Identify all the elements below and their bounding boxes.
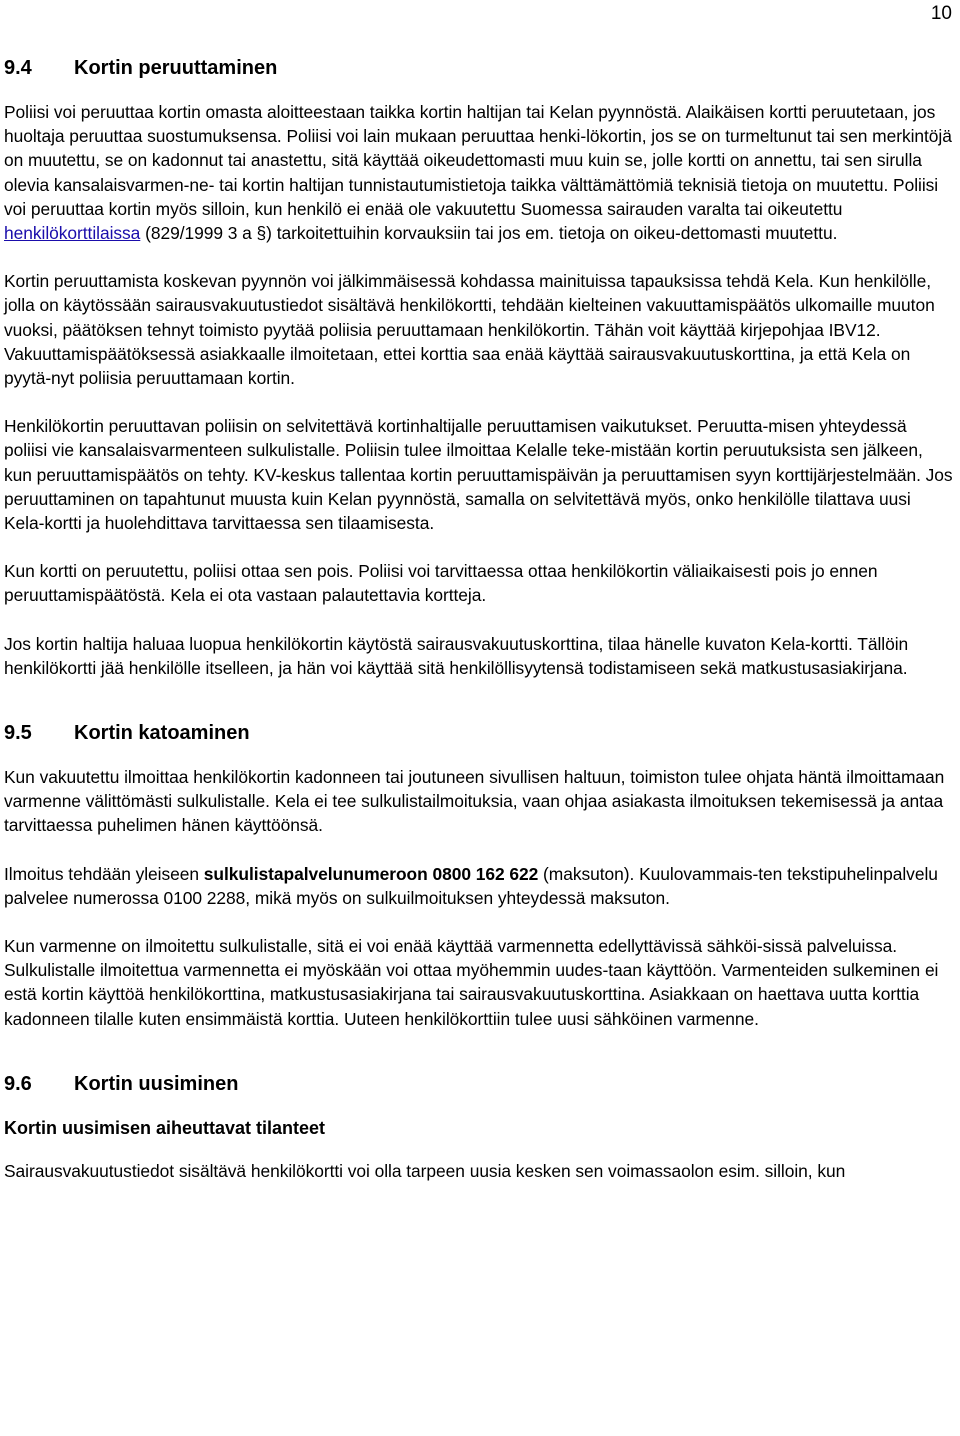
section-number: 9.6 [4, 1072, 32, 1095]
paragraph [4, 862, 954, 910]
paragraph: Kun kortti on peruutettu, poliisi ottaa sen pois. Poliisi voi tarvittaessa ottaa henkilökortin väliaikaisesti pois jo ennen peruuttamispäätöstä. Kela ei ota vastaan palautettavia kortteja. [4, 561, 878, 606]
paragraph-text: Poliisi voi peruuttaa kortin omasta aloitteestaan taikka kortin haltijan tai Kelan pyynnöstä. Alaikäisen kortti peruutetaan, jos huoltaja peruuttaa suostumuksensa. Poliisi voi lain mukaan peruuttaa henki-lökortin, jos se on turmeltunut tai sen merkintöjä on muutettu, se on kadonnut tai anastettu, sitä käyttää oikeudettomasti muu kuin se, jolle kortti on annettu, tai sen sirulla olevia kansalaisvarmen-ne- tai kortin haltijan tunnistautumistietoja taikka välttämättömiä teknisiä tietoja on muutettu. Poliisi voi peruuttaa kortin myös silloin, kun henkilö ei enää ole vakuutettu Suomessa sairauden varalta tai oikeutettu [4, 102, 952, 219]
hotline-number: sulkulistapalvelunumeroon 0800 162 622 [203, 863, 539, 884]
section-title: Kortin uusiminen [74, 1072, 239, 1095]
paragraph [4, 100, 954, 245]
paragraph-text: (maksuton). Kuulovammais-ten tekstipuhelinpalvelu palvelee numerossa 0100 2288, mikä myös on sulkuilmoituksen yhteydessä maksuton. [4, 863, 938, 908]
paragraph: Henkilökortin peruuttavan poliisin on selvitettävä kortinhaltijalle peruuttamisen vaikutukset. Peruutta-misen yhteydessä poliisi vie kansalaisvarmenteen sulkulistalle. Poliisin tulee ilmoittaa Kelalle teke-mistään kortin peruutuksista sen jälkeen, kun peruuttamispäätös on tehty. KV-keskus tallentaa kortin peruuttamispäivän ja peruuttamisen syyn korttijärjestelmään. Jos peruuttaminen on tapahtunut muusta kuin Kelan pyynnöstä, samalla on selvitettävä myös, onko henkilölle tilattava uusi Kela-kortti ja huolehdittava tarvittaessa sen tilaamisesta. [4, 416, 953, 534]
paragraph: Sairausvakuutustiedot sisältävä henkilökortti voi olla tarpeen uusia kesken sen voimassaolon esim. silloin, kun [4, 1160, 846, 1181]
paragraph-text: (829/1999 3 a §) tarkoitettuihin korvauksiin tai jos em. tietoja on oikeu-dettomasti muutettu. [140, 223, 838, 244]
section-title: Kortin peruuttaminen [74, 57, 278, 79]
paragraph-text: Ilmoitus tehdään yleiseen [4, 863, 204, 884]
section-number: 9.4 [4, 57, 32, 79]
paragraph: Kun varmenne on ilmoitettu sulkulistalle, sitä ei voi enää käyttää varmennetta edellyttävissä sähköi-sissä palveluissa. Sulkulistalle ilmoitettua varmennetta ei myöskään voi ottaa myöhemmin uudes-taan käyttöön. Varmenteiden sulkeminen ei estä kortin käyttöä henkilökorttina, matkustusasiakirjana tai sairausvakuutuskorttina. Asiakkaan on haettava uutta korttia kadonneen tilalle kuten ensimmäistä korttia. Uuteen henkilökorttiin tulee uusi sähköinen varmenne. [4, 936, 939, 1029]
section-heading-9-6 [4, 1071, 954, 1097]
document-body [4, 55, 954, 1183]
henkilokorttilaki-link[interactable]: henkilökorttilaissa [4, 223, 141, 244]
section-heading-9-4 [4, 55, 954, 81]
paragraph: Kun vakuutettu ilmoittaa henkilökortin kadonneen tai joutuneen sivullisen haltuun, toimiston tulee ohjata häntä ilmoittamaan varmenne välittömästi sulkulistalle. Kela ei tee sulkulistailmoituksia, vaan ohjaa asiakasta ilmoituksen tekemisessä ja antaa tarvittaessa puhelimen hänen käyttöönsä. [4, 767, 945, 836]
section-number: 9.5 [4, 722, 32, 745]
subsection-heading: Kortin uusimisen aiheuttavat tilanteet [4, 1117, 326, 1138]
page-number: 10 [930, 3, 952, 24]
paragraph: Kortin peruuttamista koskevan pyynnön voi jälkimmäisessä kohdassa mainituissa tapauksissa tehdä Kela. Kun henkilölle, jolla on käytössään sairausvakuutustiedot sisältävä henkilökortti, tehdään kielteinen vakuuttamispäätös ulkomaille muuton vuoksi, päätöksen tehnyt toimisto pyytää poliisia peruuttamaan henkilökortin. Tähän voit käyttää kirjepohjaa IBV12. Vakuuttamispäätöksessä asiakkaalle ilmoitetaan, ettei korttia saa enää käyttää sairausvakuutuskorttina, ja että Kela on pyytä-nyt poliisia peruuttamaan kortin. [4, 271, 935, 389]
section-title: Kortin katoaminen [74, 722, 250, 745]
paragraph: Jos kortin haltija haluaa luopua henkilökortin käytöstä sairausvakuutuskorttina, tilaa hänelle kuvaton Kela-kortti. Tällöin henkilökortti jää henkilölle itselleen, ja hän voi käyttää sitä henkilöllisyytensä todistamiseen sekä matkustusasiakirjana. [4, 633, 909, 678]
section-heading-9-5 [4, 720, 954, 746]
